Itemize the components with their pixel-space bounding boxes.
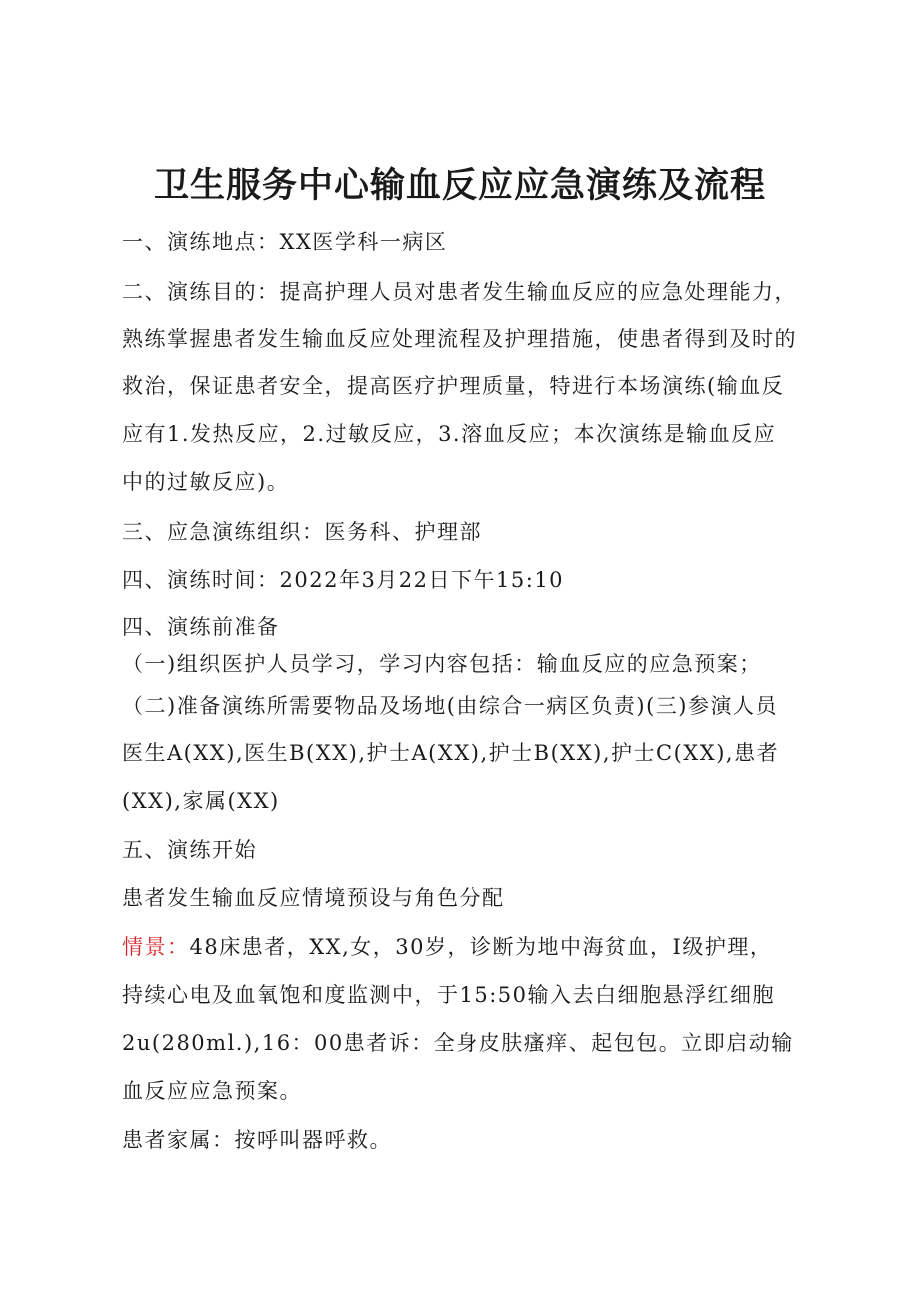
scene-text-1: 48床患者，XX,女，30岁，诊断为地中海贫血，I级护理， bbox=[189, 935, 773, 959]
section-purpose-line-3: 救治，保证患者安全，提高医疗护理质量，特进行本场演练(输血反 bbox=[122, 374, 785, 398]
scene-line-4: 血反应应急预案。 bbox=[122, 1079, 302, 1103]
participants-line-2: (XX),家属(XX) bbox=[122, 789, 280, 813]
section-location: 一、演练地点：XX医学科一病区 bbox=[122, 230, 448, 254]
participants-line-1: 医生A(XX),医生B(XX),护士A(XX),护士B(XX),护士C(XX),患者 bbox=[122, 741, 780, 765]
preparation-item-2: （二)准备演练所需要物品及场地(由综合一病区负责)(三)参演人员 bbox=[122, 694, 778, 718]
scene-line-2: 持续心电及血氧饱和度监测中，于15:50输入去白细胞悬浮红细胞 bbox=[122, 983, 776, 1007]
section-time: 四、演练时间：2022年3月22日下午15:10 bbox=[122, 568, 565, 592]
section-purpose-line-1: 二、演练目的：提高护理人员对患者发生输血反应的应急处理能力， bbox=[122, 280, 797, 304]
document-title: 卫生服务中心输血反应应急演练及流程 bbox=[153, 166, 766, 206]
section-organization: 三、应急演练组织：医务科、护理部 bbox=[122, 520, 482, 544]
scenario-heading: 患者发生输血反应情境预设与角色分配 bbox=[122, 886, 505, 910]
section-purpose-line-2: 熟练掌握患者发生输血反应处理流程及护理措施，使患者得到及时的 bbox=[122, 327, 797, 351]
section-purpose-line-5: 中的过敏反应)。 bbox=[122, 470, 290, 494]
family-action: 患者家属：按呼叫器呼救。 bbox=[122, 1128, 392, 1152]
section-preparation: 四、演练前准备 bbox=[122, 615, 280, 639]
scene-label: 情景： bbox=[122, 935, 190, 959]
scene-line-3: 2u(280ml.),16：00患者诉：全身皮肤瘙痒、起包包。立即启动输 bbox=[122, 1031, 794, 1055]
preparation-item-1: （一)组织医护人员学习，学习内容包括：输血反应的应急预案； bbox=[122, 652, 762, 676]
scene-line-1 bbox=[122, 931, 772, 963]
section-purpose-line-4: 应有1.发热反应，2.过敏反应，3.溶血反应；本次演练是输血反应 bbox=[122, 422, 777, 446]
section-drill-start: 五、演练开始 bbox=[122, 838, 257, 862]
